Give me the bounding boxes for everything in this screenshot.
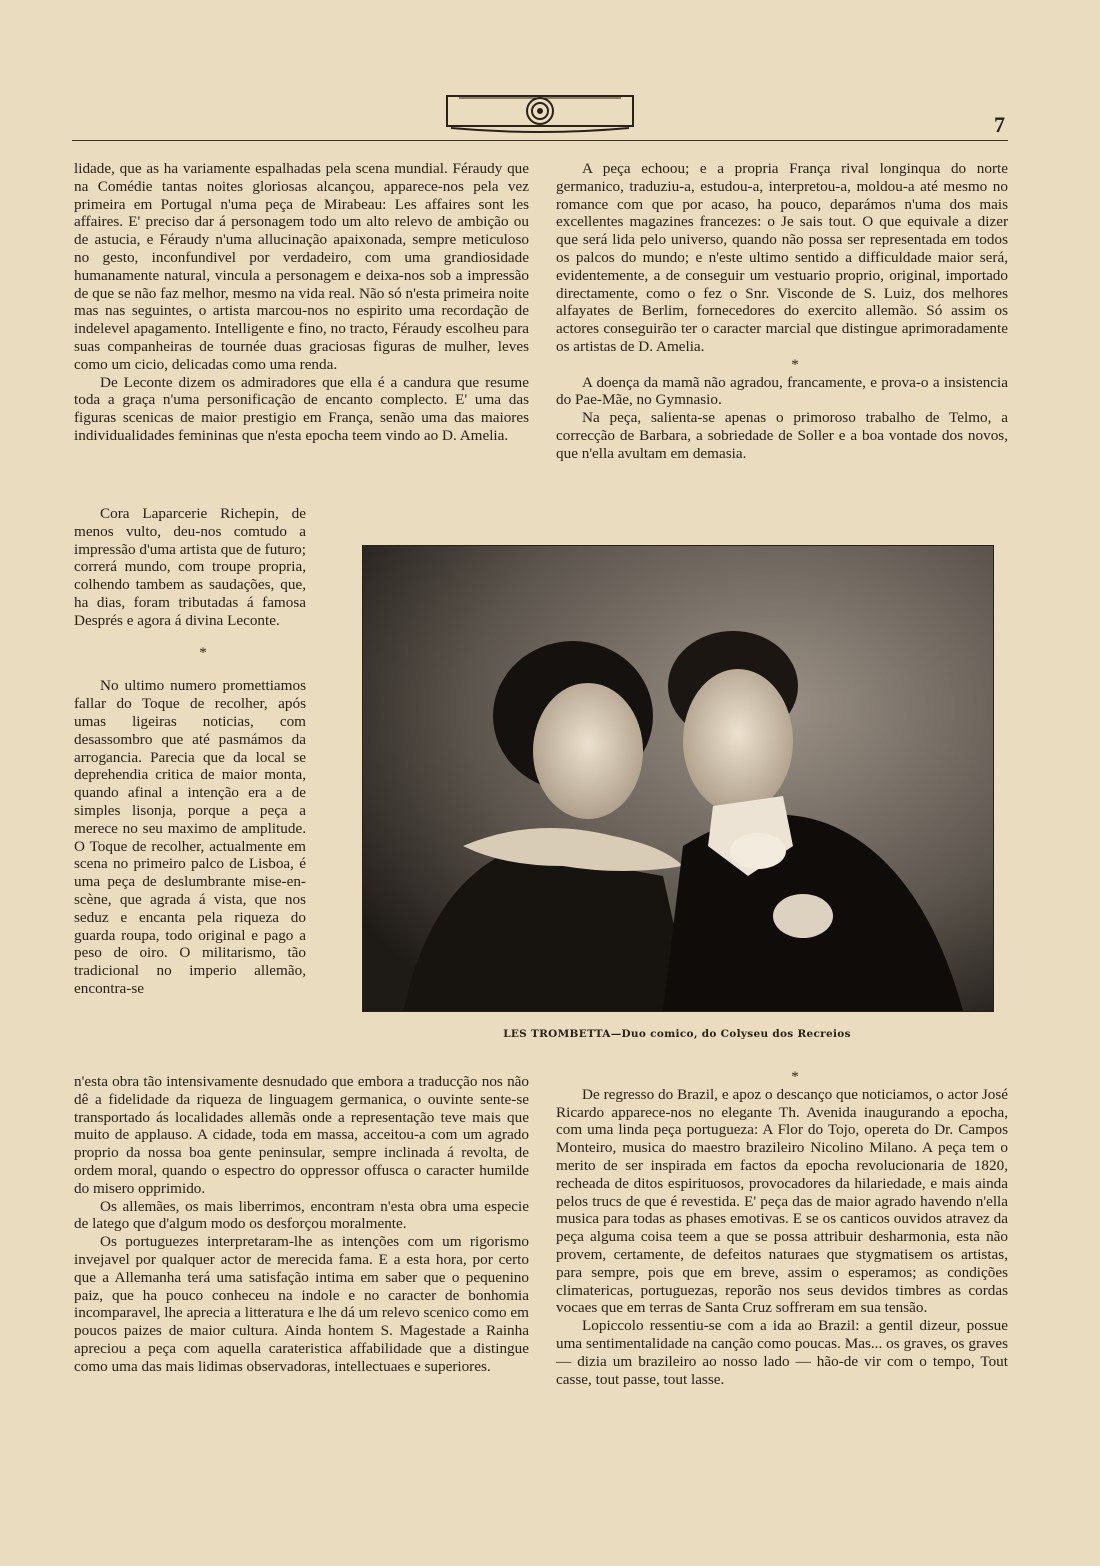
paragraph: n'esta obra tão intensivamente desnudado que embora a traducção nos não dê a fidelidade da riqueza de linguagem germanica, o ouvinte sente-se transportado ás localidades allemãs onde a representação teve mais que muito de applauso. A cidade, toda em massa, acceitou-a com um agrado proprio da nossa boa gente peninsular, sempre inclinada á revolta, de ordem moral, quando o espectro do oppressor offusca o caracter humilde do misero opprimido. (74, 1073, 529, 1197)
duo-portrait-image (363, 546, 993, 1011)
header-rule (72, 140, 1008, 141)
section-divider: * (791, 1068, 799, 1085)
photo-caption: LES TROMBETTA—Duo comico, do Colyseu dos Recreios (503, 1028, 851, 1040)
left-column-narrow (74, 505, 306, 998)
paragraph: Os portuguezes interpretaram-lhe as intenções com um rigorismo invejavel por qualquer actor de merecida fama. E a esta hora, por certo que a Allemanha terá uma satisfação intima em saber que o pequenino paiz, que ha pouco conheceu na indole e no caracter de bonhomia incomparavel, lhe aprecia a litteratura e lhe dá um relevo scenico como em poucos paizes de maior cultura. Ainda hontem S. Magestade a Rainha apreciou a peça com aquella carateristica affabilidade que a distingue como uma das mais lidimas observadoras, intellectuaes e superiores. (74, 1233, 529, 1375)
paragraph: Cora Laparcerie Richepin, de menos vulto, deu-nos comtudo a impressão d'uma artista que de futuro; correrá mundo, com troupe propria, colhendo tambem as saudações, que, ha dias, foram tributadas á famosa Després e agora á divina Leconte. (74, 505, 306, 629)
right-column-bottom (556, 1068, 1008, 1388)
paragraph: Os allemães, os mais liberrimos, encontram n'esta obra uma especie de latego que d'algum modo os desforçou moralmente. (74, 1197, 529, 1233)
masthead-logo (445, 90, 635, 134)
masthead-logo-icon (445, 90, 635, 134)
paragraph: No ultimo numero promettiamos fallar do Toque de recolher, após umas ligeiras noticias, com desassombro que até pasmámos da arrogancia. Parecia que da local se deprehendia critica de maior monta, quando afinal a intenção era a de simples lisonja, porque a peça a merece no seu maximo de amplitude. O Toque de recolher, actualmente em scena no primeiro palco de Lisboa, é uma peça de deslumbrante mise-en-scène, que agrada á vista, que nos seduz e encanta pela riqueza do guarda roupa, todo original e pago a peso de oiro. O militarismo, tão tradicional no imperio allemão, encontra-se (74, 677, 306, 997)
left-column-bottom (74, 1073, 529, 1376)
paragraph: Lopiccolo ressentiu-se com a ida ao Brazil: a gentil dizeur, possue uma sentimentalidade na canção como poucas. Mas... os graves, os graves — dizia um brazileiro ao nosso lado — hão-de vir com o tempo, Tout casse, tout passe, tout lasse. (556, 1317, 1008, 1388)
paragraph: Na peça, salienta-se apenas o primoroso trabalho de Telmo, a correcção de Barbara, a sobriedade de Soller e a boa vontade dos novos, que n'ella avultam em demasia. (556, 409, 1008, 462)
page-number: 7 (994, 112, 1005, 137)
left-column-top (74, 160, 529, 445)
section-divider: * (791, 355, 799, 373)
paragraph: A doença da mamã não agradou, francamente, e prova-o a insistencia do Pae-Mãe, no Gymnasio. (556, 373, 1008, 409)
photograph (362, 545, 994, 1012)
paragraph: De regresso do Brazil, e apoz o descanço que noticiamos, o actor José Ricardo apparece-nos no elegante Th. Avenida inaugurando a epocha, com uma linda peça portugueza: A Flor do Tojo, opereta do Dr. Campos Monteiro, musica do maestro brazileiro Nicolino Milano. A peça tem o merito de ser inspirada em factos da epocha revolucionaria de 1820, recheada de ditos espirituosos, provocadores da hilariedade, e mais ainda pelos trucs de que é revestida. E' peça das de maior agrado havendo n'ella musica para todas as phases emotivas. E se os canticos ouvidos atravez da peça alguma coisa teem a que se possa attribuir desharmonia, esta não provem, certamente, de defeitos naturaes que stygmatisem os artistas, para sempre, pois que em breve, assim o esperamos; as condições climatericas, portuguezas, reporão nos seus devidos timbres as cordas vocaes que em terras de Santa Cruz soffreram em sua tensão. (556, 1085, 1008, 1317)
paragraph: lidade, que as ha variamente espalhadas pela scena mundial. Féraudy que na Comédie tantas noites gloriosas alcançou, apparece-nos pela vez primeira em Portugal n'uma peça de Mirabeau: Les affaires sont les affaires. E' preciso dar á personagem todo um alto relevo de ambição ou de astucia, e Féraudy n'uma allucinação apaixonada, sempre meticuloso no gesto, inconfundivel por verdadeiro, com uma grandiosidade humanamente natural, vincula a personagem e deixa-nos sob a impressão de que se não faz melhor, mesmo na vida real. Não só n'esta primeira noite mas nas seguintes, o artista marcou-nos no espirito uma recordação de indelevel apagamento. Intelligente e fino, no tracto, Féraudy escolheu para suas companheiras de tournée duas graciosas figuras de mulher, leves como um cicio, delicadas como uma renda. (74, 160, 529, 373)
section-divider: * (199, 643, 207, 661)
paragraph: A peça echoou; e a propria França rival longinqua do norte germanico, traduziu-a, estudou-a, interpretou-a, moldou-a até mesmo no romance com que por acaso, ha pouco, deparámos n'uma dos mais excellentes magazines francezes: o Je sais tout. O que equivale a dizer que será lida pelo universo, quando não possa ser representada em todos os palcos do mundo; e n'este ultimo sentido a difficuldade maior será, evidentemente, a de conseguir um vestuario proprio, original, importado directamente, como o fez o Snr. Visconde de S. Luiz, dos melhores alfayates de Berlim, fornecedores do exercito allemão. Só assim os actores conseguirão ter o caracter marcial que distingue aprimoradamente os artistas de D. Amelia. (556, 160, 1008, 355)
paragraph: De Leconte dizem os admiradores que ella é a candura que resume toda a graça n'uma personificação de encanto complecto. E' uma das figuras scenicas de maior prestigio em França, senão uma das maiores individualidades femininas que n'esta epocha teem vindo ao D. Amelia. (74, 373, 529, 444)
right-column-top (556, 160, 1008, 463)
